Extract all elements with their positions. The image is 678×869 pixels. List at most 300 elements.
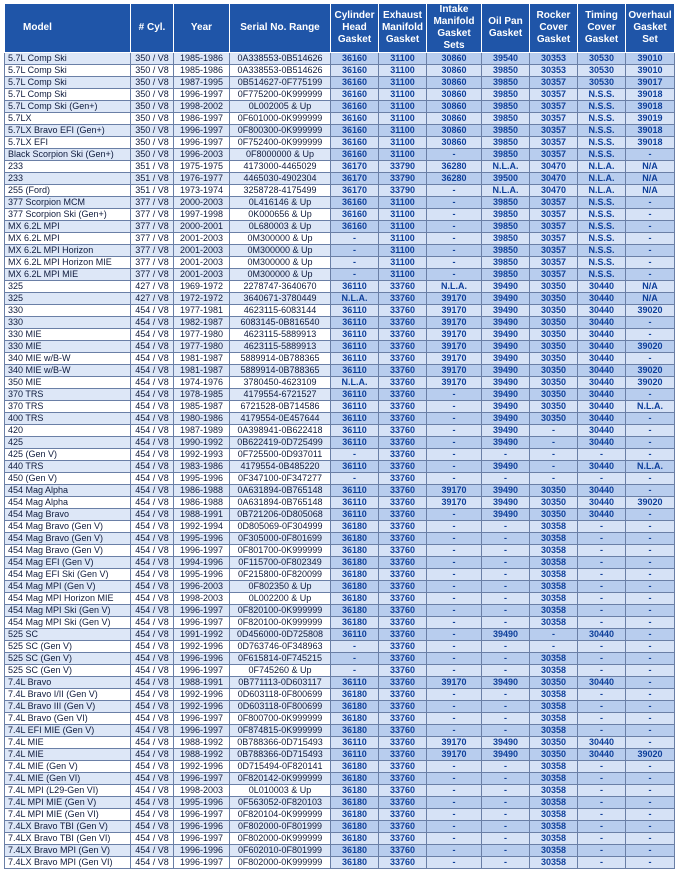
cell-model: 5.7L Comp Ski	[5, 77, 131, 89]
cell-serial-range: 0K000656 & Up	[230, 209, 331, 221]
table-row	[5, 425, 675, 437]
cell-year: 1995-1996	[174, 569, 230, 581]
cell-timing-cover: -	[578, 581, 626, 593]
cell-year: 1977-1980	[174, 341, 230, 353]
cell-cylinder-head: -	[331, 473, 379, 485]
cell-serial-range: 0L002005 & Up	[230, 101, 331, 113]
cell-cylinder-head: 36180	[331, 773, 379, 785]
cell-serial-range: 0F8000000 & Up	[230, 149, 331, 161]
cell-serial-range: 0B721206-0D805068	[230, 509, 331, 521]
table-row	[5, 749, 675, 761]
cell-cylinders: 350 / V8	[131, 113, 174, 125]
cell-cylinders: 377 / V8	[131, 257, 174, 269]
cell-cylinder-head: 36180	[331, 725, 379, 737]
cell-oil-pan: 39540	[482, 53, 530, 65]
cell-model: 325	[5, 293, 131, 305]
cell-rocker-cover: 30357	[530, 125, 578, 137]
table-row	[5, 725, 675, 737]
cell-year: 1978-1985	[174, 389, 230, 401]
cell-model: MX 6.2L MPI	[5, 221, 131, 233]
cell-oil-pan: -	[482, 845, 530, 857]
cell-model: 7.4L MIE	[5, 749, 131, 761]
cell-exhaust-manifold: 33760	[379, 461, 427, 473]
cell-intake-manifold: -	[427, 629, 482, 641]
cell-exhaust-manifold: 31100	[379, 197, 427, 209]
cell-oil-pan: 39850	[482, 149, 530, 161]
cell-model: 525 SC (Gen V)	[5, 665, 131, 677]
cell-exhaust-manifold: 31100	[379, 77, 427, 89]
cell-exhaust-manifold: 33760	[379, 677, 427, 689]
cell-model: 330	[5, 317, 131, 329]
cell-oil-pan: 39490	[482, 629, 530, 641]
cell-timing-cover: 30440	[578, 329, 626, 341]
cell-timing-cover: N.S.S.	[578, 221, 626, 233]
cell-rocker-cover: 30350	[530, 389, 578, 401]
table-body	[5, 53, 675, 869]
cell-cylinders: 454 / V8	[131, 857, 174, 869]
cell-intake-manifold: 30860	[427, 53, 482, 65]
cell-exhaust-manifold: 33760	[379, 821, 427, 833]
table-row	[5, 437, 675, 449]
cell-rocker-cover: 30350	[530, 341, 578, 353]
cell-intake-manifold: 39170	[427, 749, 482, 761]
cell-cylinder-head: 36170	[331, 185, 379, 197]
cell-oil-pan: 39850	[482, 137, 530, 149]
cell-rocker-cover: 30358	[530, 857, 578, 869]
cell-serial-range: 0D763746-0F348963	[230, 641, 331, 653]
cell-cylinders: 454 / V8	[131, 389, 174, 401]
cell-model: 5.7LX	[5, 113, 131, 125]
cell-intake-manifold: -	[427, 389, 482, 401]
cell-cylinders: 454 / V8	[131, 809, 174, 821]
table-row	[5, 761, 675, 773]
cell-exhaust-manifold: 33760	[379, 665, 427, 677]
header-model: Model	[5, 4, 131, 53]
cell-oil-pan: 39490	[482, 401, 530, 413]
cell-overhaul-set: -	[626, 233, 675, 245]
cell-cylinder-head: 36180	[331, 557, 379, 569]
cell-cylinder-head: 36110	[331, 629, 379, 641]
cell-exhaust-manifold: 33760	[379, 845, 427, 857]
table-row	[5, 113, 675, 125]
cell-rocker-cover: 30350	[530, 329, 578, 341]
cell-serial-range: 0F802000-0F801999	[230, 821, 331, 833]
cell-exhaust-manifold: 31100	[379, 65, 427, 77]
cell-intake-manifold: -	[427, 701, 482, 713]
table-row	[5, 401, 675, 413]
table-row	[5, 293, 675, 305]
table-row	[5, 497, 675, 509]
cell-rocker-cover: 30358	[530, 617, 578, 629]
cell-rocker-cover: 30358	[530, 521, 578, 533]
cell-oil-pan: 39490	[482, 737, 530, 749]
cell-exhaust-manifold: 33760	[379, 617, 427, 629]
cell-cylinder-head: 36160	[331, 53, 379, 65]
cell-oil-pan: -	[482, 701, 530, 713]
cell-year: 1992-1996	[174, 761, 230, 773]
cell-intake-manifold: -	[427, 665, 482, 677]
cell-oil-pan: -	[482, 689, 530, 701]
cell-timing-cover: N.S.S.	[578, 197, 626, 209]
cell-oil-pan: -	[482, 821, 530, 833]
cell-overhaul-set: N/A	[626, 173, 675, 185]
cell-serial-range: 0F800700-0K999999	[230, 713, 331, 725]
table-row	[5, 149, 675, 161]
cell-oil-pan: -	[482, 653, 530, 665]
cell-rocker-cover: 30358	[530, 797, 578, 809]
cell-overhaul-set: -	[626, 473, 675, 485]
cell-overhaul-set: -	[626, 593, 675, 605]
cell-year: 1972-1972	[174, 293, 230, 305]
cell-cylinder-head: 36160	[331, 197, 379, 209]
cell-rocker-cover: 30470	[530, 161, 578, 173]
cell-cylinders: 454 / V8	[131, 569, 174, 581]
cell-timing-cover: N.S.S.	[578, 137, 626, 149]
cell-intake-manifold: 30860	[427, 65, 482, 77]
header-serial-range: Serial No. Range	[230, 4, 331, 53]
cell-model: 350 MIE	[5, 377, 131, 389]
cell-year: 1985-1987	[174, 401, 230, 413]
cell-exhaust-manifold: 33760	[379, 485, 427, 497]
cell-rocker-cover: 30353	[530, 65, 578, 77]
cell-timing-cover: -	[578, 545, 626, 557]
cell-cylinder-head: 36180	[331, 701, 379, 713]
cell-overhaul-set: N.L.A.	[626, 461, 675, 473]
cell-model: 454 Mag MPI Ski (Gen V)	[5, 617, 131, 629]
cell-cylinder-head: 36110	[331, 329, 379, 341]
cell-cylinders: 377 / V8	[131, 233, 174, 245]
cell-cylinders: 454 / V8	[131, 665, 174, 677]
cell-cylinder-head: -	[331, 665, 379, 677]
cell-oil-pan: 39850	[482, 65, 530, 77]
cell-model: 525 SC (Gen V)	[5, 641, 131, 653]
cell-serial-range: 0L416146 & Up	[230, 197, 331, 209]
header-row	[5, 4, 675, 53]
cell-intake-manifold: -	[427, 797, 482, 809]
cell-intake-manifold: 39170	[427, 353, 482, 365]
table-row	[5, 797, 675, 809]
cell-timing-cover: 30440	[578, 425, 626, 437]
cell-rocker-cover: 30357	[530, 149, 578, 161]
cell-exhaust-manifold: 33760	[379, 425, 427, 437]
cell-oil-pan: -	[482, 521, 530, 533]
cell-overhaul-set: 39020	[626, 341, 675, 353]
cell-serial-range: 0F820100-0K999999	[230, 605, 331, 617]
cell-serial-range: 0D456000-0D725808	[230, 629, 331, 641]
cell-exhaust-manifold: 31100	[379, 113, 427, 125]
cell-serial-range: 0A631894-0B765148	[230, 497, 331, 509]
cell-oil-pan: 39850	[482, 77, 530, 89]
table-row	[5, 281, 675, 293]
cell-exhaust-manifold: 33760	[379, 449, 427, 461]
cell-model: 5.7LX EFI	[5, 137, 131, 149]
cell-year: 1991-1992	[174, 629, 230, 641]
cell-year: 1996-1997	[174, 137, 230, 149]
cell-cylinder-head: 36180	[331, 593, 379, 605]
cell-intake-manifold: -	[427, 185, 482, 197]
cell-exhaust-manifold: 33760	[379, 521, 427, 533]
cell-timing-cover: -	[578, 833, 626, 845]
cell-timing-cover: N.S.S.	[578, 257, 626, 269]
cell-cylinders: 350 / V8	[131, 149, 174, 161]
cell-timing-cover: N.S.S.	[578, 209, 626, 221]
table-row	[5, 809, 675, 821]
header-timing-cover-gasket: Timing Cover Gasket	[578, 4, 626, 53]
cell-timing-cover: N.L.A.	[578, 161, 626, 173]
cell-overhaul-set: N.L.A.	[626, 401, 675, 413]
cell-year: 1996-1996	[174, 845, 230, 857]
cell-oil-pan: -	[482, 617, 530, 629]
cell-year: 1998-2002	[174, 101, 230, 113]
cell-model: 7.4L MIE	[5, 737, 131, 749]
cell-overhaul-set: -	[626, 209, 675, 221]
cell-oil-pan: 39490	[482, 329, 530, 341]
cell-model: 7.4L MPI MIE (Gen VI)	[5, 809, 131, 821]
cell-model: 454 Mag Bravo (Gen V)	[5, 545, 131, 557]
cell-year: 1996-1996	[174, 821, 230, 833]
cell-exhaust-manifold: 33760	[379, 737, 427, 749]
cell-year: 1986-1988	[174, 497, 230, 509]
cell-model: 7.4L MPI (L29-Gen VI)	[5, 785, 131, 797]
cell-overhaul-set: N/A	[626, 161, 675, 173]
cell-year: 1987-1995	[174, 77, 230, 89]
cell-model: 525 SC (Gen V)	[5, 653, 131, 665]
cell-model: 454 Mag EFI Ski (Gen V)	[5, 569, 131, 581]
table-row	[5, 785, 675, 797]
cell-timing-cover: -	[578, 689, 626, 701]
cell-serial-range: 2278747-3640670	[230, 281, 331, 293]
table-row	[5, 317, 675, 329]
cell-year: 1996-1997	[174, 833, 230, 845]
cell-cylinders: 350 / V8	[131, 89, 174, 101]
cell-model: 420	[5, 425, 131, 437]
cell-rocker-cover: 30350	[530, 497, 578, 509]
cell-timing-cover: 30440	[578, 413, 626, 425]
cell-year: 1997-1998	[174, 209, 230, 221]
cell-serial-range: 0F745260 & Up	[230, 665, 331, 677]
cell-year: 1998-2003	[174, 785, 230, 797]
cell-year: 1988-1991	[174, 509, 230, 521]
table-row	[5, 389, 675, 401]
cell-model: Black Scorpion Ski (Gen+)	[5, 149, 131, 161]
cell-cylinder-head: -	[331, 257, 379, 269]
cell-overhaul-set: -	[626, 437, 675, 449]
cell-cylinders: 377 / V8	[131, 197, 174, 209]
cell-exhaust-manifold: 33760	[379, 725, 427, 737]
cell-exhaust-manifold: 31100	[379, 125, 427, 137]
cell-overhaul-set: -	[626, 221, 675, 233]
cell-model: 7.4LX Bravo MPI (Gen VI)	[5, 857, 131, 869]
cell-model: 330	[5, 305, 131, 317]
cell-cylinder-head: 36180	[331, 545, 379, 557]
cell-timing-cover: 30440	[578, 497, 626, 509]
cell-rocker-cover: 30358	[530, 581, 578, 593]
cell-cylinders: 454 / V8	[131, 509, 174, 521]
cell-intake-manifold: -	[427, 857, 482, 869]
cell-oil-pan: 39850	[482, 257, 530, 269]
cell-cylinder-head: 36180	[331, 581, 379, 593]
header-year: Year	[174, 4, 230, 53]
cell-rocker-cover: 30350	[530, 749, 578, 761]
cell-overhaul-set: -	[626, 845, 675, 857]
cell-cylinders: 377 / V8	[131, 209, 174, 221]
cell-intake-manifold: N.L.A.	[427, 281, 482, 293]
cell-overhaul-set: -	[626, 317, 675, 329]
cell-cylinder-head: -	[331, 233, 379, 245]
cell-cylinder-head: 36110	[331, 281, 379, 293]
cell-exhaust-manifold: 31100	[379, 245, 427, 257]
cell-oil-pan: -	[482, 557, 530, 569]
cell-intake-manifold: -	[427, 713, 482, 725]
cell-model: 377 Scorpion Ski (Gen+)	[5, 209, 131, 221]
cell-rocker-cover: 30350	[530, 401, 578, 413]
cell-model: 454 Mag MPI Horizon MIE	[5, 593, 131, 605]
cell-timing-cover: 30440	[578, 737, 626, 749]
cell-intake-manifold: -	[427, 821, 482, 833]
cell-intake-manifold: -	[427, 521, 482, 533]
cell-oil-pan: 39490	[482, 509, 530, 521]
table-row	[5, 377, 675, 389]
cell-timing-cover: -	[578, 605, 626, 617]
cell-serial-range: 4179554-0E457644	[230, 413, 331, 425]
cell-timing-cover: -	[578, 557, 626, 569]
cell-cylinders: 454 / V8	[131, 521, 174, 533]
table-row	[5, 65, 675, 77]
cell-serial-range: 4179554-6721527	[230, 389, 331, 401]
cell-exhaust-manifold: 33760	[379, 413, 427, 425]
cell-intake-manifold: 39170	[427, 377, 482, 389]
cell-cylinder-head: N.L.A.	[331, 293, 379, 305]
cell-overhaul-set: -	[626, 533, 675, 545]
cell-serial-range: 0B622419-0D725499	[230, 437, 331, 449]
table-row	[5, 485, 675, 497]
cell-overhaul-set: 39020	[626, 497, 675, 509]
cell-year: 1974-1976	[174, 377, 230, 389]
cell-rocker-cover: -	[530, 449, 578, 461]
cell-cylinders: 454 / V8	[131, 377, 174, 389]
cell-cylinder-head: 36110	[331, 737, 379, 749]
cell-cylinder-head: 36180	[331, 809, 379, 821]
header-rocker-cover-gasket: Rocker Cover Gasket	[530, 4, 578, 53]
cell-serial-range: 0D603118-0F800699	[230, 701, 331, 713]
cell-serial-range: 4173000-4465029	[230, 161, 331, 173]
cell-oil-pan: 39490	[482, 389, 530, 401]
cell-oil-pan: 39490	[482, 317, 530, 329]
cell-timing-cover: 30440	[578, 305, 626, 317]
cell-cylinders: 454 / V8	[131, 497, 174, 509]
cell-overhaul-set: -	[626, 809, 675, 821]
cell-timing-cover: -	[578, 821, 626, 833]
cell-overhaul-set: -	[626, 413, 675, 425]
cell-cylinder-head: 36110	[331, 461, 379, 473]
cell-model: 440 TRS	[5, 461, 131, 473]
cell-model: 7.4LX Bravo TBI (Gen V)	[5, 821, 131, 833]
table-row	[5, 629, 675, 641]
cell-year: 2000-2003	[174, 197, 230, 209]
cell-year: 1982-1987	[174, 317, 230, 329]
cell-intake-manifold: 39170	[427, 329, 482, 341]
cell-exhaust-manifold: 33760	[379, 437, 427, 449]
cell-timing-cover: N.S.S.	[578, 101, 626, 113]
cell-year: 1995-1996	[174, 797, 230, 809]
cell-exhaust-manifold: 33760	[379, 281, 427, 293]
cell-overhaul-set: -	[626, 665, 675, 677]
cell-intake-manifold: -	[427, 449, 482, 461]
table-row	[5, 305, 675, 317]
cell-year: 1975-1975	[174, 161, 230, 173]
cell-rocker-cover: 30350	[530, 509, 578, 521]
cell-oil-pan: -	[482, 773, 530, 785]
cell-oil-pan: 39490	[482, 437, 530, 449]
cell-oil-pan: -	[482, 857, 530, 869]
cell-overhaul-set: -	[626, 641, 675, 653]
header-overhaul-gasket-set: Overhaul Gasket Set	[626, 4, 675, 53]
cell-model: MX 6.2L MPI Horizon	[5, 245, 131, 257]
cell-serial-range: 4623115-6083144	[230, 305, 331, 317]
cell-serial-range: 0L680003 & Up	[230, 221, 331, 233]
cell-intake-manifold: -	[427, 401, 482, 413]
cell-exhaust-manifold: 33760	[379, 509, 427, 521]
cell-overhaul-set: 39020	[626, 377, 675, 389]
cell-serial-range: 0A398941-0B622418	[230, 425, 331, 437]
cell-model: 330 MIE	[5, 329, 131, 341]
cell-intake-manifold: -	[427, 845, 482, 857]
cell-timing-cover: -	[578, 521, 626, 533]
cell-cylinder-head: 36160	[331, 209, 379, 221]
cell-timing-cover: -	[578, 569, 626, 581]
table-row	[5, 605, 675, 617]
cell-oil-pan: 39490	[482, 353, 530, 365]
cell-cylinder-head: 36160	[331, 149, 379, 161]
cell-overhaul-set: -	[626, 629, 675, 641]
cell-timing-cover: N.S.S.	[578, 149, 626, 161]
cell-intake-manifold: -	[427, 233, 482, 245]
cell-rocker-cover: 30357	[530, 137, 578, 149]
table-row	[5, 353, 675, 365]
cell-serial-range: 3780450-4623109	[230, 377, 331, 389]
cell-cylinders: 350 / V8	[131, 53, 174, 65]
cell-cylinders: 454 / V8	[131, 773, 174, 785]
cell-intake-manifold: 30860	[427, 89, 482, 101]
cell-rocker-cover: 30357	[530, 233, 578, 245]
cell-oil-pan: -	[482, 533, 530, 545]
cell-exhaust-manifold: 33760	[379, 641, 427, 653]
cell-overhaul-set: 39020	[626, 749, 675, 761]
cell-model: 450 (Gen V)	[5, 473, 131, 485]
cell-serial-range: 0M300000 & Up	[230, 245, 331, 257]
cell-serial-range: 0M300000 & Up	[230, 269, 331, 281]
cell-timing-cover: -	[578, 653, 626, 665]
cell-timing-cover: 30440	[578, 437, 626, 449]
cell-oil-pan: -	[482, 809, 530, 821]
table-row	[5, 509, 675, 521]
table-row	[5, 53, 675, 65]
cell-timing-cover: N.S.S.	[578, 233, 626, 245]
cell-overhaul-set: -	[626, 653, 675, 665]
cell-cylinder-head: 36110	[331, 677, 379, 689]
cell-cylinder-head: -	[331, 245, 379, 257]
cell-cylinder-head: 36180	[331, 797, 379, 809]
table-row	[5, 701, 675, 713]
cell-rocker-cover: 30358	[530, 569, 578, 581]
cell-intake-manifold: -	[427, 221, 482, 233]
cell-rocker-cover: 30350	[530, 485, 578, 497]
cell-timing-cover: 30440	[578, 389, 626, 401]
cell-timing-cover: N.S.S.	[578, 113, 626, 125]
cell-rocker-cover: 30350	[530, 293, 578, 305]
cell-oil-pan: -	[482, 641, 530, 653]
cell-intake-manifold: -	[427, 509, 482, 521]
